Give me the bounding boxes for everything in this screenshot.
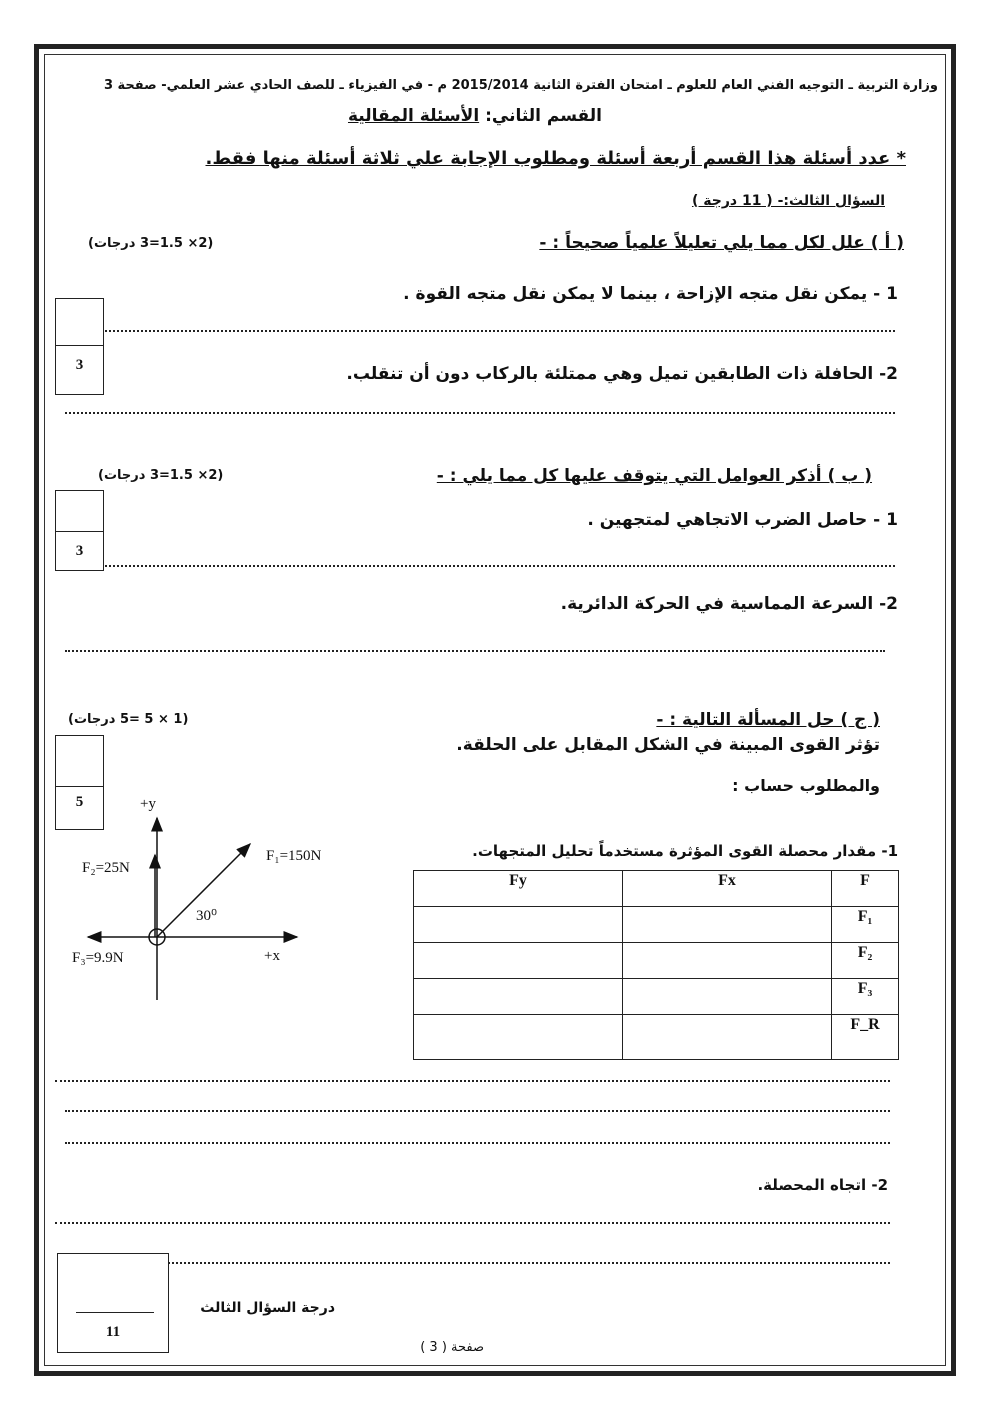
part-b-item-1: 1 - حاصل الضرب الاتجاهي لمتجهين . [587, 510, 898, 530]
table-row [414, 1015, 899, 1060]
part-a-item-1: 1 - يمكن نقل متجه الإزاحة ، بينما لا يمكن نقل متجه القوة . [403, 284, 898, 304]
cell-input[interactable] [623, 907, 832, 943]
total-label: درجة السؤال الثالث [200, 1300, 335, 1316]
row-label: F₃ [832, 979, 899, 1015]
problem-statement: تؤثر القوى المبينة في الشكل المقابل على الحلقة. [456, 735, 880, 755]
header-fy: Fy [414, 871, 623, 907]
instructions-note: * عدد أسئلة هذا القسم أربعة أسئلة ومطلوب الإجابة علي ثلاثة أسئلة منها فقط. [205, 148, 906, 169]
table-row [414, 943, 899, 979]
table-header-row [414, 871, 899, 907]
cell-input[interactable] [414, 943, 623, 979]
x-axis-label: +x [264, 948, 280, 964]
answer-line[interactable] [55, 1222, 890, 1224]
f3-label: F₃=9.9N [72, 950, 124, 966]
section-prefix: القسم الثاني: [485, 106, 602, 126]
answer-line[interactable] [168, 1262, 890, 1264]
part-c-item-1: 1- مقدار محصلة القوى المؤثرة مستخدماً تحليل المتجهات. [472, 842, 898, 860]
answer-line[interactable] [65, 1110, 890, 1112]
page-header: وزارة التربية ـ التوجيه الفني العام للعلوم ـ امتحان الفترة الثانية 2015/2014 م - في الفيزياء ـ للصف الحادي عشر العلمي- صفحة 3 [103, 78, 938, 93]
part-b-marks: (2× 1.5=3 درجات) [98, 468, 224, 483]
cell-input[interactable] [623, 1015, 832, 1060]
answer-line[interactable] [65, 1142, 890, 1144]
row-label: F₂ [832, 943, 899, 979]
cell-input[interactable] [414, 907, 623, 943]
score-value: 3 [75, 543, 84, 559]
section-name: الأسئلة المقالية [347, 106, 480, 126]
f2-label: F₂=25N [82, 860, 130, 876]
table-row [414, 979, 899, 1015]
cell-input[interactable] [414, 979, 623, 1015]
components-table [413, 870, 899, 1060]
score-value: 3 [75, 357, 84, 373]
part-c-marks: (1 × 5 =5 درجات) [68, 712, 189, 727]
part-c-title: ( ج ) حل المسألة التالية : - [656, 710, 880, 730]
row-label: F_R [832, 1015, 899, 1060]
cell-input[interactable] [623, 979, 832, 1015]
header-f: F [832, 871, 899, 907]
score-value: 5 [75, 794, 84, 810]
part-b-title: ( ب ) أذكر العوامل التي يتوقف عليها كل مما يلي : - [436, 466, 872, 486]
angle-label: 30⁰ [196, 908, 218, 924]
answer-line[interactable] [55, 1080, 890, 1082]
f1-label: F₁=150N [266, 848, 322, 864]
header-fx: Fx [623, 871, 832, 907]
part-b-item-2: 2- السرعة المماسية في الحركة الدائرية. [560, 594, 898, 614]
cell-input[interactable] [623, 943, 832, 979]
part-c-item-2: 2- اتجاه المحصلة. [757, 1176, 888, 1194]
row-label: F₁ [832, 907, 899, 943]
cell-input[interactable] [414, 1015, 623, 1060]
y-axis-label: +y [140, 796, 156, 812]
page-number: صفحة ( 3 ) [420, 1340, 484, 1355]
total-score-value: 11 [105, 1324, 121, 1340]
part-a-title: ( أ ) علل لكل مما يلي تعليلاً علمياً صحيحاً : - [539, 233, 904, 253]
table-row [414, 907, 899, 943]
part-a-marks: (2× 1.5=3 درجات) [88, 236, 214, 251]
required-label: والمطلوب حساب : [732, 776, 880, 795]
question-label: السؤال الثالث:- ( 11 درجة ) [691, 193, 885, 209]
total-score-box [57, 1253, 169, 1353]
part-a-item-2: 2- الحافلة ذات الطابقين تميل وهي ممتلئة بالركاب دون أن تنقلب. [346, 364, 898, 384]
